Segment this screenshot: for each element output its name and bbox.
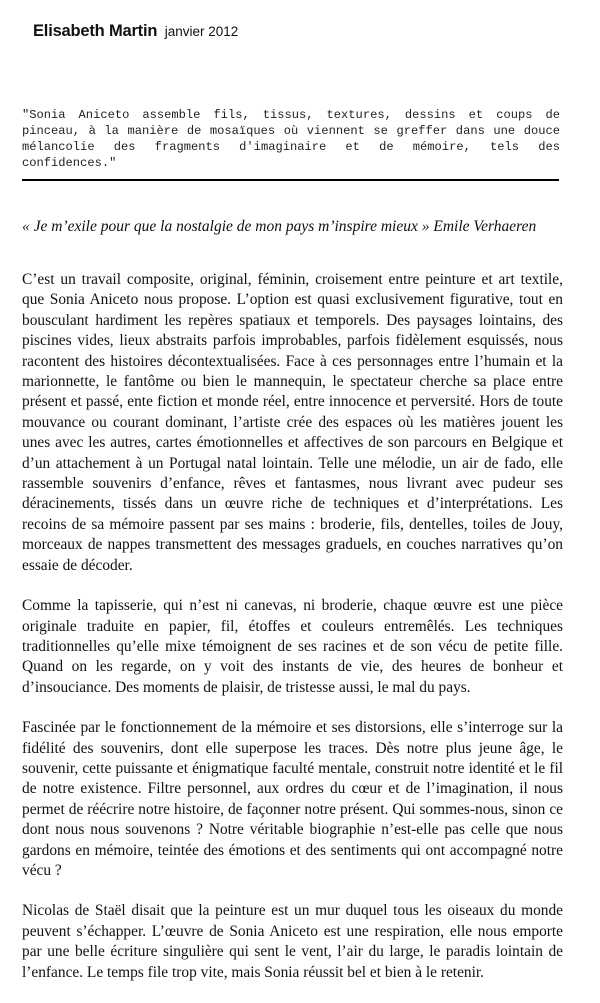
- paragraph: Fascinée par le fonctionnement de la mémoire et ses distorsions, elle s’interroge sur la fidélité des souvenirs, dont elle superpose les traces. Dès notre plus jeune âge, le souvenir, cette puissante et énigmatique faculté mentale, construit notre identité et le fil de notre existence. Filtre personnel, aux ordres du cœur et de l’imagination, il nous permet de réécrire notre histoire, de façonner notre présent. Qui sommes-nous, sinon ce dont nous nous souvenons ? Notre véritable biographie n’est-elle pas celle que nous gardons en mémoire, teintée des émotions et des sentiments qui ont accompagné notre vécu ?: [22, 719, 563, 879]
- paragraph: Nicolas de Staël disait que la peinture est un mur duquel tous les oiseaux du monde peuvent s’échapper. L’œuvre de Sonia Aniceto est une respiration, elle nous emporte par une belle écriture singulière qui sent le vent, l’air du large, le paradis lointain de l’enfance. Le temps file trop vite, mais Sonia réussit bel et bien à le retenir.: [22, 902, 563, 981]
- publication-date: janvier 2012: [164, 24, 239, 39]
- paragraph: Comme la tapisserie, qui n’est ni canevas, ni broderie, chaque œuvre est une pièce originale traduite en papier, fil, étoffes et couleurs entremêlés. Les techniques traditionnelles qu’elle mixe témoignent de ses racines et de son vécu de petite fille. Quand on les regarde, on y voit des instants de vie, des heures de bonheur et d’insouciance. Des moments de plaisir, de tristesse aussi, le mal du pays.: [22, 597, 563, 696]
- document-header: [33, 22, 238, 41]
- divider-line: [22, 179, 559, 181]
- article-body: [22, 270, 563, 1003]
- author-name: Elisabeth Martin: [33, 22, 158, 40]
- epigraph-quote: « Je m’exile pour que la nostalgie de mon pays m’inspire mieux » Emile Verhaeren: [22, 218, 537, 235]
- paragraph: C’est un travail composite, original, féminin, croisement entre peinture et art textile, que Sonia Aniceto nous propose. L’option est quasi exclusivement figurative, tout en bousculant hardiment les repères spatiaux et temporels. Des paysages lointains, des piscines vides, lieux abstraits parfois improbables, parfois fidèlement esquissés, nous racontent des histoires décontextualisées. Face à ces personnages entre l’humain et la marionnette, le fantôme ou bien le mannequin, le spectateur cherche sa place entre présent et passé, ente fiction et monde réel, entre innocence et perversité. Hors de toute mouvance ou courant dominant, l’artiste crée des espaces où les matières jouent les unes avec les autres, cartes émotionnelles et affectives de son parcours en Belgique et d’un attachement à un Portugal natal lointain. Telle une mélodie, un air de fado, elle rassemble souvenirs d’enfance, rêves et fantasmes, nous livrant avec pudeur ses déracinements, tissés dans un œuvre riche de techniques et d’interprétations. Les recoins de sa mémoire passent par ses mains : broderie, fils, dentelles, toiles de Jouy, morceaux de nappes transmettent des messages graduels, en couches narratives qu’on essaie de décoder.: [22, 271, 563, 574]
- abstract-quote: "Sonia Aniceto assemble fils, tissus, textures, dessins et coups de pinceau, à la manière de mosaïques où viennent se greffer dans une douce mélancolie des fragments d'imaginaire et de mémoire, tels des confidences.": [22, 108, 560, 170]
